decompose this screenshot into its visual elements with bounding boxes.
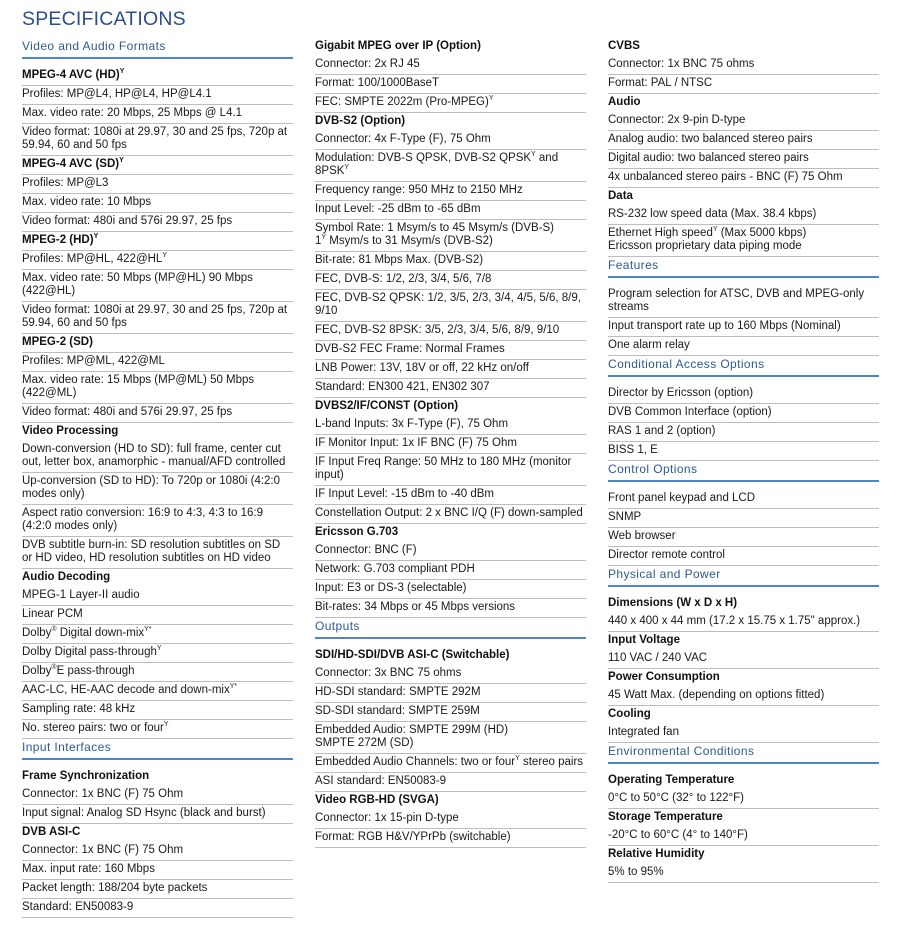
spec-row [22,124,293,156]
spec-row [22,625,293,644]
spec-text: Connector: 2x 9-pin D-type [608,114,746,126]
spec-row [608,724,879,743]
spec-subheading [608,595,879,613]
spec-row [608,827,879,846]
spec-text: Dolby [22,665,52,677]
spec-text: MPEG-4 AVC (SD) [22,158,120,170]
spec-text: Features [608,258,659,272]
spec-subheading [608,188,879,206]
spec-row [22,880,293,899]
spec-row [315,486,586,505]
spec-row [22,701,293,720]
spec-text: Format: 100/1000BaseT [315,77,440,89]
spec-text: Dimensions (W x D x H) [608,597,738,609]
spec-text: Format: RGB H&V/YPrPb (switchable) [315,831,511,843]
spec-row [608,490,879,509]
spec-text: Operating Temperature [608,774,735,786]
spec-text: CVBS [608,40,640,52]
spec-row [608,318,879,337]
spec-row [315,252,586,271]
spec-text: DVB ASI-C [22,826,81,838]
spec-row [608,528,879,547]
spec-text: Profiles: MP@ML, 422@ML [22,355,165,367]
spec-text: ASI standard: EN50083-9 [315,775,447,787]
spec-row [315,75,586,94]
spec-row [608,337,879,356]
spec-text: Msym/s to 31 Msym/s (DVB-S2) [326,235,493,247]
spec-row [22,861,293,880]
spec-text: Frequency range: 950 MHz to 2150 MHz [315,184,523,196]
spec-row [22,372,293,404]
spec-row [22,805,293,824]
spec-row [315,773,586,792]
spec-text: Video Processing [22,425,119,437]
spec-row [22,644,293,663]
spec-text: Front panel keypad and LCD [608,492,756,504]
spec-row [22,194,293,213]
spec-subheading [22,67,293,86]
section-heading [608,461,879,482]
spec-subheading [315,38,586,56]
spec-text: HD-SDI standard: SMPTE 292M [315,686,481,698]
spec-text: 4x unbalanced stereo pairs - BNC (F) 75 Ohm [608,171,843,183]
spec-subheading [315,792,586,810]
spec-row [22,441,293,473]
spec-text: Physical and Power [608,567,721,581]
spec-text: 5% to 95% [608,866,664,878]
spec-text: Digital down-mix [56,627,145,639]
spec-text: FEC, DVB-S: 1/2, 2/3, 3/4, 5/6, 7/8 [315,273,492,285]
spec-text: IF Input Level: -15 dBm to -40 dBm [315,488,494,500]
spec-text: IF Input Freq Range: 50 MHz to 180 MHz (monitor input) [315,456,572,481]
spec-text: Dolby [22,627,52,639]
spec-row [608,650,879,669]
spec-text: Power Consumption [608,671,720,683]
spec-row [22,302,293,334]
spec-row [22,175,293,194]
spec-text: MPEG-2 (SD) [22,336,93,348]
spec-text: Format: PAL / NTSC [608,77,713,89]
spec-text: Ericsson G.703 [315,526,399,538]
spec-text: Conditional Access Options [608,357,765,371]
spec-text: Digital audio: two balanced stereo pairs [608,152,809,164]
spec-text: and 8PSK [315,152,559,177]
spec-text: Input Level: -25 dBm to -65 dBm [315,203,481,215]
spec-column-3 [608,38,879,883]
footnote-mark: Y [119,68,125,76]
spec-text: Profiles: MP@HL, 422@HL [22,253,163,265]
footnote-mark: Y* [229,683,238,691]
spec-text: RS-232 low speed data (Max. 38.4 kbps) [608,208,817,220]
section-heading [22,38,293,59]
spec-text: DVBS2/IF/CONST (Option) [315,400,459,412]
spec-row [315,810,586,829]
spec-row [608,613,879,632]
spec-text: Video RGB-HD (SVGA) [315,794,439,806]
section-heading [608,566,879,587]
spec-text: MPEG-4 AVC (HD) [22,69,120,81]
spec-row [315,360,586,379]
spec-text: Storage Temperature [608,811,723,823]
spec-row [22,86,293,105]
spec-subheading [608,632,879,650]
spec-text: IF Monitor Input: 1x IF BNC (F) 75 Ohm [315,437,517,449]
spec-row [315,290,586,322]
spec-row [22,105,293,124]
footnote-mark: Y [712,226,718,234]
spec-row [315,599,586,618]
spec-row [315,754,586,773]
footnote-mark: Y [488,95,494,103]
spec-text: Modulation: DVB-S QPSK, DVB-S2 QPSK [315,152,532,164]
spec-row [315,131,586,150]
spec-text: Up-conversion (SD to HD): To 720p or 1080i (4:2:0 modes only) [22,475,281,500]
spec-row [608,385,879,404]
spec-row [315,505,586,524]
spec-row [315,271,586,290]
spec-subheading [22,334,293,353]
spec-text: 110 VAC / 240 VAC [608,652,708,664]
spec-row [315,703,586,722]
spec-text: AAC-LC, HE-AAC decode and down-mix [22,684,230,696]
spec-row [315,435,586,454]
spec-text: Frame Synchronization [22,770,150,782]
spec-row [315,684,586,703]
spec-text: BISS 1, E [608,444,658,456]
spec-text: 440 x 400 x 44 mm (17.2 x 15.75 x 1.75" approx.) [608,615,861,627]
spec-text: (Max 5000 kbps) Ericsson proprietary data piping mode [608,227,807,252]
spec-row [22,606,293,625]
page-title: SPECIFICATIONS [22,8,186,30]
spec-text: Connector: BNC (F) [315,544,417,556]
spec-text: Constellation Output: 2 x BNC I/Q (F) down-sampled [315,507,583,519]
spec-subheading [22,768,293,786]
spec-row [22,720,293,739]
spec-text: Bit-rates: 34 Mbps or 45 Mbps versions [315,601,516,613]
spec-subheading [315,647,586,665]
spec-row [315,454,586,486]
spec-text: -20°C to 60°C (4° to 140°F) [608,829,748,841]
spec-text: SD-SDI standard: SMPTE 259M [315,705,480,717]
spec-text: MPEG-2 (HD) [22,234,94,246]
spec-row [608,150,879,169]
spec-text: Down-conversion (HD to SD): full frame, center cut out, letter box, anamorphic - manual/AFD controlled [22,443,286,468]
spec-text: Cooling [608,708,651,720]
spec-text: Integrated fan [608,726,679,738]
spec-text: Max. video rate: 15 Mbps (MP@ML) 50 Mbps (422@ML) [22,374,255,399]
spec-text: Embedded Audio: SMPTE 299M (HD) SMPTE 272M (SD) [315,724,509,749]
spec-text: Environmental Conditions [608,744,755,758]
spec-text: FEC: SMPTE 2022m (Pro-MPEG) [315,96,489,108]
footnote-mark: Y* [144,626,152,634]
spec-row [22,899,293,918]
spec-text: Input Voltage [608,634,680,646]
spec-text: Aspect ratio conversion: 16:9 to 4:3, 4:3 to 16:9 (4:2:0 modes only) [22,507,264,532]
spec-row [315,542,586,561]
spec-text: Gigabit MPEG over IP (Option) [315,40,481,52]
spec-text: Symbol Rate: 1 Msym/s to 45 Msym/s (DVB-S) 1 [315,222,554,247]
spec-text: Network: G.703 compliant PDH [315,563,475,575]
spec-text: Profiles: MP@L3 [22,177,109,189]
spec-row [315,322,586,341]
spec-text: Input Interfaces [22,740,112,754]
spec-row [608,423,879,442]
footnote-mark: Y [531,151,536,159]
footnote-mark: Y [156,645,162,653]
spec-row [22,537,293,569]
spec-text: Dolby Digital pass-through [22,646,157,658]
spec-text: Sampling rate: 48 kHz [22,703,136,715]
spec-text: Max. video rate: 10 Mbps [22,196,152,208]
footnote-mark: Y [162,252,167,260]
spec-row [22,663,293,682]
spec-text: Outputs [315,619,360,633]
spec-text: 45 Watt Max. (depending on options fitted) [608,689,825,701]
spec-text: Connector: 1x BNC 75 ohms [608,58,755,70]
spec-text: Max. input rate: 160 Mbps [22,863,155,875]
spec-row [608,442,879,461]
spec-row [608,687,879,706]
spec-column-1 [22,38,293,918]
spec-column-2 [315,38,586,848]
spec-row [315,94,586,113]
spec-text: Standard: EN50083-9 [22,901,134,913]
spec-text: Input: E3 or DS-3 (selectable) [315,582,467,594]
spec-subheading [608,846,879,864]
footnote-mark: Y [163,721,169,729]
footnote-mark: Y [93,233,99,241]
spec-subheading [315,113,586,131]
spec-row [315,665,586,684]
spec-text: Video format: 480i and 576i 29.97, 25 fps [22,215,233,227]
spec-subheading [608,94,879,112]
spec-text: No. stereo pairs: two or four [22,722,164,734]
spec-text: Director remote control [608,549,725,561]
spec-text: Audio [608,96,641,108]
spec-text: Bit-rate: 81 Mbps Max. (DVB-S2) [315,254,484,266]
spec-row [22,682,293,701]
spec-row [608,206,879,225]
spec-text: Video format: 1080i at 29.97, 30 and 25 fps, 720p at 59.94, 60 and 50 fps [22,304,288,329]
spec-subheading [608,669,879,687]
spec-row [315,201,586,220]
spec-row [22,505,293,537]
footnote-mark: Y [321,234,327,242]
spec-text: L-band Inputs: 3x F-Type (F), 75 Ohm [315,418,509,430]
spec-row [22,251,293,270]
spec-text: E pass-through [56,665,135,677]
footnote-mark: ® [51,626,57,634]
spec-row [315,150,586,182]
spec-text: FEC, DVB-S2 QPSK: 1/2, 3/5, 2/3, 3/4, 4/5, 5/6, 8/9, 9/10 [315,292,581,317]
spec-subheading [315,524,586,542]
spec-row [608,404,879,423]
spec-text: Ethernet High speed [608,227,713,239]
spec-text: DVB-S2 FEC Frame: Normal Frames [315,343,505,355]
spec-row [315,416,586,435]
section-heading [608,257,879,278]
spec-text: Video format: 480i and 576i 29.97, 25 fps [22,406,233,418]
spec-text: 0°C to 50°C (32° to 122°F) [608,792,745,804]
spec-text: Connector: 1x 15-pin D-type [315,812,459,824]
spec-subheading [608,772,879,790]
spec-row [608,169,879,188]
spec-subheading [22,156,293,175]
spec-text: Program selection for ATSC, DVB and MPEG-only streams [608,288,865,313]
spec-row [22,786,293,805]
footnote-mark: Y [344,164,350,172]
spec-text: stereo pairs [519,756,584,768]
spec-text: RAS 1 and 2 (option) [608,425,716,437]
spec-text: Standard: EN300 421, EN302 307 [315,381,490,393]
spec-row [608,75,879,94]
spec-subheading [22,423,293,441]
spec-text: Connector: 1x BNC (F) 75 Ohm [22,788,184,800]
spec-text: Max. video rate: 20 Mbps, 25 Mbps @ L4.1 [22,107,243,119]
spec-row [608,790,879,809]
spec-text: Data [608,190,633,202]
spec-subheading [315,398,586,416]
spec-row [608,112,879,131]
spec-text: Video format: 1080i at 29.97, 30 and 25 fps, 720p at 59.94, 60 and 50 fps [22,126,288,151]
spec-text: Control Options [608,462,698,476]
spec-text: FEC, DVB-S2 8PSK: 3/5, 2/3, 3/4, 5/6, 8/9, 9/10 [315,324,560,336]
spec-row [315,722,586,754]
spec-row [22,404,293,423]
spec-row [22,270,293,302]
spec-row [22,587,293,606]
spec-row [315,56,586,75]
spec-subheading [22,569,293,587]
spec-subheading [22,232,293,251]
spec-row [608,286,879,318]
spec-row [22,842,293,861]
spec-row [608,225,879,257]
spec-text: SDI/HD-SDI/DVB ASI-C (Switchable) [315,649,510,661]
spec-text: MPEG-1 Layer-II audio [22,589,140,601]
spec-text: Connector: 3x BNC 75 ohms [315,667,462,679]
spec-text: Connector: 1x BNC (F) 75 Ohm [22,844,184,856]
spec-row [315,182,586,201]
footnote-mark: ® [51,664,57,672]
spec-text: Relative Humidity [608,848,705,860]
spec-text: Packet length: 188/204 byte packets [22,882,208,894]
spec-row [315,561,586,580]
spec-text: Web browser [608,530,676,542]
spec-row [315,580,586,599]
spec-text: Audio Decoding [22,571,111,583]
spec-text: DVB-S2 (Option) [315,115,406,127]
spec-text: Profiles: MP@L4, HP@L4, HP@L4.1 [22,88,212,100]
spec-text: Analog audio: two balanced stereo pairs [608,133,813,145]
footnote-mark: Y [119,157,124,165]
spec-text: Video and Audio Formats [22,39,166,53]
spec-row [22,213,293,232]
spec-row [608,547,879,566]
spec-text: Input signal: Analog SD Hsync (black and burst) [22,807,266,819]
spec-text: One alarm relay [608,339,690,351]
spec-text: Connector: 4x F-Type (F), 75 Ohm [315,133,491,145]
section-heading [315,618,586,639]
spec-subheading [608,809,879,827]
spec-subheading [22,824,293,842]
spec-text: Connector: 2x RJ 45 [315,58,420,70]
spec-row [315,829,586,848]
footnote-mark: Y [515,755,520,763]
spec-row [608,56,879,75]
spec-text: DVB Common Interface (option) [608,406,772,418]
spec-row [22,473,293,505]
spec-row [22,353,293,372]
spec-row [608,509,879,528]
spec-row [608,131,879,150]
spec-text: DVB subtitle burn-in: SD resolution subtitles on SD or HD video, HD resolution subtitles on HD video [22,539,281,564]
spec-text: Max. video rate: 50 Mbps (MP@HL) 90 Mbps (422@HL) [22,272,253,297]
spec-row [315,341,586,360]
spec-text: Linear PCM [22,608,83,620]
spec-row [315,220,586,252]
spec-text: Input transport rate up to 160 Mbps (Nominal) [608,320,841,332]
section-heading [22,739,293,760]
spec-text: Director by Ericsson (option) [608,387,754,399]
spec-text: Embedded Audio Channels: two or four [315,756,516,768]
section-heading [608,743,879,764]
spec-row [608,864,879,883]
spec-subheading [608,38,879,56]
spec-row [315,379,586,398]
spec-text: SNMP [608,511,642,523]
spec-text: LNB Power: 13V, 18V or off, 22 kHz on/off [315,362,529,374]
section-heading [608,356,879,377]
spec-subheading [608,706,879,724]
